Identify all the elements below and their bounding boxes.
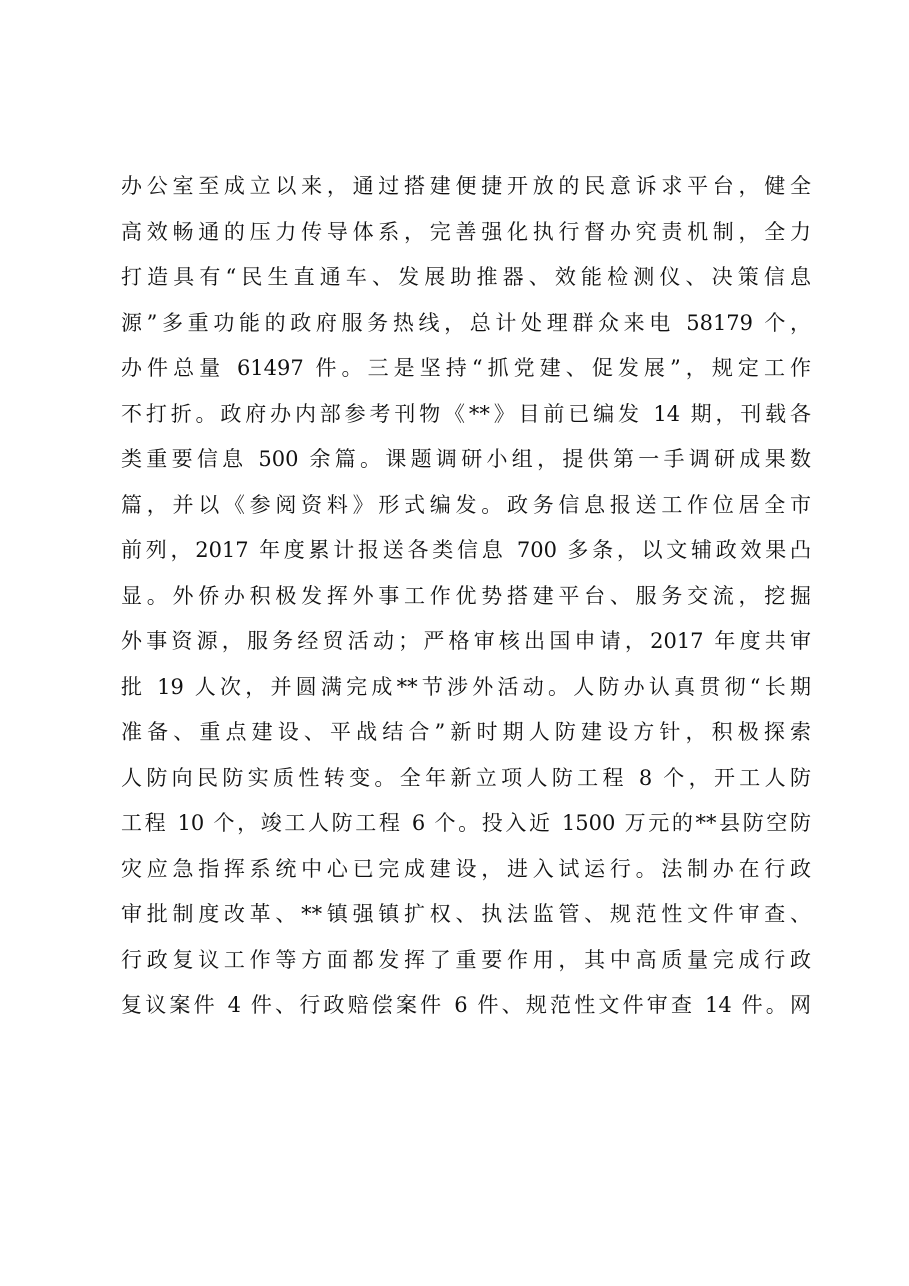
text-line: 高效畅通的压力传导体系，完善强化执行督办究责机制，全力 <box>121 219 811 244</box>
text-line: 灾应急指挥系统中心已完成建设，进入试运行。法制办在行政 <box>121 856 811 881</box>
text-line: 办公室至成立以来，通过搭建便捷开放的民意诉求平台，健全 <box>121 174 811 198</box>
text-line: 源”多重功能的政府服务热线，总计处理群众来电 58179 个， <box>121 310 811 335</box>
text-line: 复议案件 4 件、行政赔偿案件 6 件、规范性文件审查 14 件。网 <box>121 993 811 1017</box>
text-line: 准备、重点建设、平战结合”新时期人防建设方针，积极探索 <box>121 720 811 744</box>
text-line: 办件总量 61497 件。三是坚持“抓党建、促发展”，规定工作 <box>121 356 811 380</box>
text-line: 不打折。政府办内部参考刊物《**》目前已编发 14 期，刊载各 <box>121 401 811 426</box>
body-paragraph <box>121 164 811 1029</box>
text-line: 显。外侨办积极发挥外事工作优势搭建平台、服务交流，挖掘 <box>121 583 811 608</box>
text-line: 篇，并以《参阅资料》形式编发。政务信息报送工作位居全市 <box>121 492 811 517</box>
text-line: 人防向民防实质性转变。全年新立项人防工程 8 个，开工人防 <box>121 765 811 790</box>
text-line: 批 19 人次，并圆满完成**节涉外活动。人防办认真贯彻“长期 <box>121 674 811 699</box>
text-line: 外事资源，服务经贸活动；严格审核出国申请，2017 年度共审 <box>121 629 811 653</box>
text-line: 打造具有“民生直通车、发展助推器、效能检测仪、决策信息 <box>121 265 811 289</box>
text-line: 审批制度改革、**镇强镇扩权、执法监管、规范性文件审查、 <box>121 902 811 926</box>
text-line: 前列，2017 年度累计报送各类信息 700 多条，以文辅政效果凸 <box>121 538 811 562</box>
text-line: 工程 10 个，竣工人防工程 6 个。投入近 1500 万元的**县防空防 <box>121 811 811 835</box>
text-line: 行政复议工作等方面都发挥了重要作用，其中高质量完成行政 <box>121 947 811 972</box>
text-line: 类重要信息 500 余篇。课题调研小组，提供第一手调研成果数 <box>121 447 811 471</box>
